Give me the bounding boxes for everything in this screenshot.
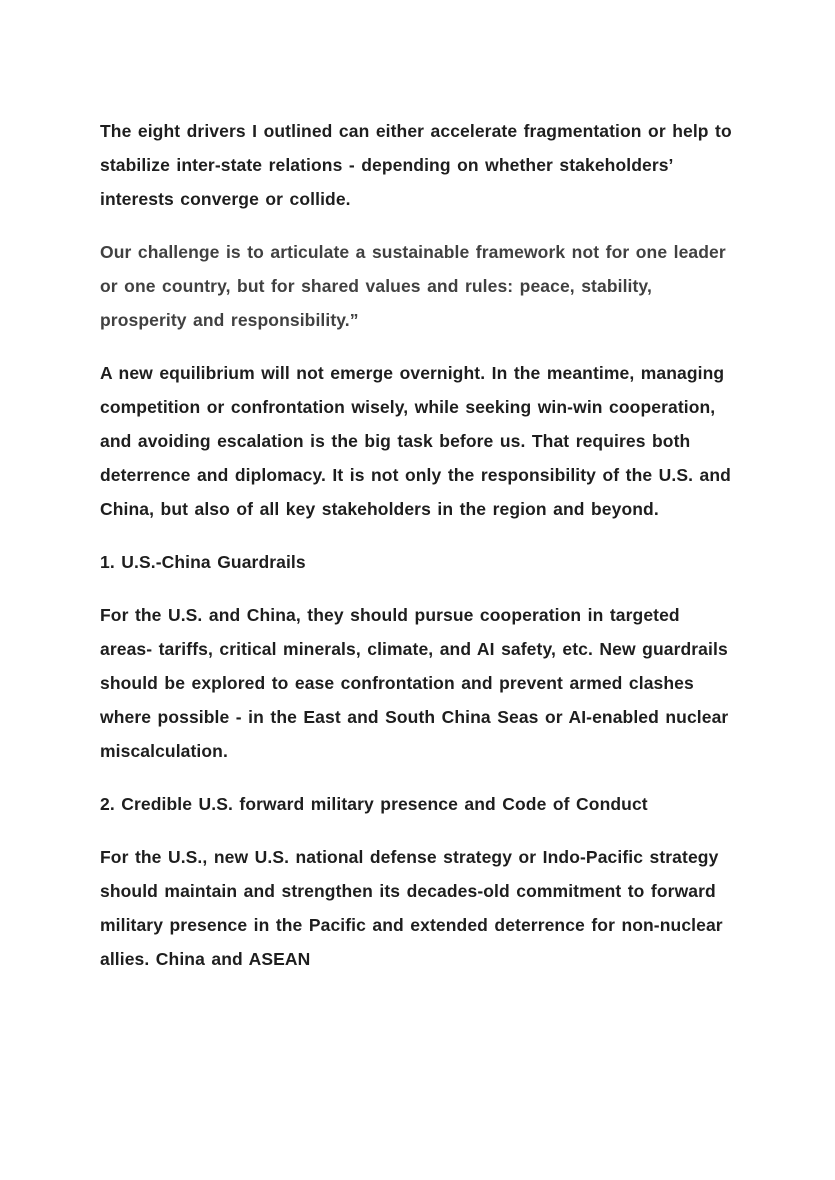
- section-heading-military-presence: 2. Credible U.S. forward military presence and Code of Conduct: [100, 794, 648, 814]
- section-heading-us-china-guardrails: 1. U.S.-China Guardrails: [100, 552, 306, 572]
- paragraph-challenge-quote: Our challenge is to articulate a sustainable framework not for one leader or one country, but for shared values and rules: peace, stability, prosperity and responsibility.”: [100, 242, 726, 330]
- paragraph-guardrails-detail: For the U.S. and China, they should pursue cooperation in targeted areas- tariffs, critical minerals, climate, and AI safety, etc. New guardrails should be explored to ease confrontation and prevent armed clashes where possible - in the East and South China Seas or AI-enabled nuclear miscalculation.: [100, 605, 729, 761]
- paragraph-drivers: The eight drivers I outlined can either accelerate fragmentation or help to stabilize inter-state relations - depending on whether stakeholders’ interests converge or collide.: [100, 121, 732, 209]
- paragraph-new-equilibrium: A new equilibrium will not emerge overnight. In the meantime, managing competition or confrontation wisely, while seeking win-win cooperation, and avoiding escalation is the big task before us. That requires both deterrence and diplomacy. It is not only the responsibility of the U.S. and China, but also of all key stakeholders in the region and beyond.: [100, 363, 731, 519]
- paragraph-defense-strategy: For the U.S., new U.S. national defense strategy or Indo-Pacific strategy should maintain and strengthen its decades-old commitment to forward military presence in the Pacific and extended deterrence for non-nuclear allies. China and ASEAN: [100, 847, 723, 969]
